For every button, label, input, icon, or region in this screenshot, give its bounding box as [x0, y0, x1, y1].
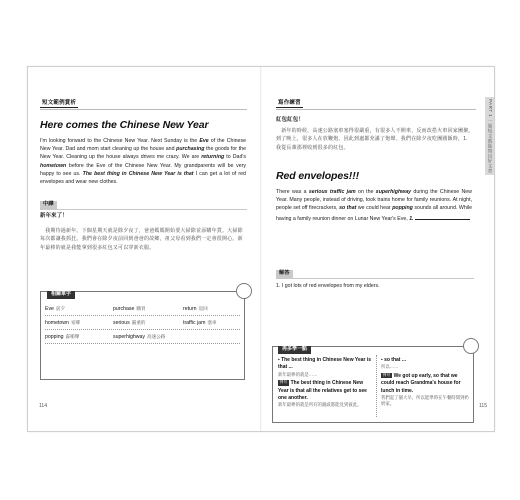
answer-rule: [276, 278, 474, 279]
learn-more-left: [278, 357, 373, 409]
vocab-item: traffic jam 塞車: [183, 320, 217, 326]
highlighted-phrase: returning: [201, 154, 225, 161]
section-rule: [40, 109, 247, 110]
section-label-practice: 寫作練習: [278, 100, 301, 106]
highlighted-phrase: hometown: [40, 162, 67, 169]
vocab-item: return 返回: [183, 306, 208, 312]
translation-rule: [40, 209, 247, 210]
zh-prompt-paragraph: 新年的時候，高速公路塞車塞得很嚴重，有很多人不開車，反而改搭火車回家團聚。到了晚上，很多人在放鞭炮，因此到處都充滿了炮聲。我們在除夕夜吃團圓飯時，1. 我從長輩那裡收到很多的紅包。: [276, 128, 474, 151]
vocab-item: superhighway 高速公路: [113, 334, 166, 340]
phrase-right-zh: 所以……: [381, 364, 399, 370]
side-chapter-tab: PART 1 一篇短文就能寫出好文章: [485, 97, 494, 175]
learn-more-right: [381, 357, 469, 408]
decorative-circle-icon: [236, 283, 252, 299]
right-page: [262, 67, 494, 431]
paragraph-text: during the Chinese New Year. Many people, instead of driving, took trains home for family reunions. At night, people set off firecrackers,: [276, 189, 472, 212]
highlighted-phrase: so that: [339, 205, 357, 212]
section-label-example: 短文範例賞析: [42, 100, 77, 106]
vocab-item: hometown 家鄉: [45, 320, 81, 326]
example-left-zh: 新年最棒的就是所有的親戚都能見到彼此。: [278, 402, 362, 408]
translation-heading: 中譯: [40, 201, 57, 209]
answer-text: 1. I got lots of red envelopes from my elders.: [276, 283, 380, 289]
paragraph-text: There was a: [276, 189, 309, 195]
vocab-item: popping 霹啪聲: [45, 334, 80, 340]
vocabulary-box: [40, 291, 245, 380]
highlighted-phrase: 1.: [409, 215, 414, 222]
highlighted-phrase: The best thing in Chinese New Year is that: [82, 170, 194, 177]
answer-blank: [415, 213, 470, 220]
practice-title: Red envelopes!!!: [276, 170, 359, 182]
vocab-divider: [45, 329, 240, 330]
learn-more-label: 再多學一點: [278, 346, 311, 354]
left-page: [28, 67, 260, 431]
vocab-item: serious 嚴重的: [113, 320, 146, 326]
highlighted-phrase: popping: [392, 205, 413, 212]
answer-heading: 解答: [276, 270, 293, 278]
section-rule: [276, 109, 476, 110]
practice-paragraph: [276, 188, 472, 223]
article-paragraph: [40, 137, 246, 186]
page-number-right: 115: [479, 403, 487, 409]
paragraph-text: we could hear: [356, 205, 393, 212]
paragraph-text: before the Eve of the Chinese New Year. My grandparents will be very happy to see us.: [40, 162, 246, 177]
phrase-left-zh: 新年最棒的就是……: [278, 371, 318, 377]
example-right-zh: 我們起了個大早，所以能準時在午餐時間到奶奶家。: [381, 395, 469, 407]
learn-more-box: [272, 346, 474, 423]
vocab-divider: [45, 315, 240, 316]
vocab-item: Eve 前夕: [45, 306, 66, 312]
zh-title: 新年來了！: [40, 213, 68, 219]
highlighted-phrase: serious traffic jam: [308, 189, 356, 195]
paragraph-text: the goods for the New Year. Cleaning up the house always drives me crazy. We are: [40, 146, 246, 161]
phrase-left: • The best thing in Chinese New Year is that ...: [278, 357, 372, 371]
vocab-item: purchase 購買: [113, 306, 146, 312]
example-left: 例句 The best thing in Chinese New Year is that all the relatives get to see one another.: [278, 380, 367, 402]
paragraph-text: sounds all around. While having a family reunion dinner on Lunar New Year's Eve,: [276, 205, 473, 222]
learn-more-divider: [376, 355, 377, 417]
paragraph-text: I can get a lot of red envelopes and wear new clothes.: [40, 170, 246, 186]
paragraph-text: I'm looking forward to the Chinese New Year. Next Sunday is the: [40, 138, 200, 144]
page-number-left: 114: [39, 403, 47, 409]
book-spread: [27, 66, 495, 432]
zh-subheading: 紅包紅包！: [276, 117, 304, 123]
zh-paragraph: 我期待過新年。下個星期天就是除夕夜了，爸爸媽媽開始要大掃除並添購年貨。大掃除每次都讓我抓狂。我們會在除夕夜前回到爸爸的故鄉，祖父母看到我們一定會很開心。新年最棒的就是我能拿到很多紅包又可以穿新衣服。: [40, 228, 243, 251]
highlighted-phrase: purchasing: [176, 146, 205, 153]
example-right: 例句 We got up early, so that we could reach Grandma's house for lunch in time.: [381, 372, 461, 394]
highlighted-phrase: Eve: [199, 138, 209, 144]
vocabulary-label: 相關單字: [47, 291, 75, 299]
phrase-right: • so that ...: [381, 357, 407, 363]
highlighted-phrase: superhighway: [375, 189, 412, 195]
paragraph-text: on the: [355, 189, 376, 195]
paragraph-text: of the Chinese New Year. Dad and mom start cleaning up the house and: [40, 138, 246, 153]
decorative-circle-icon: [463, 338, 479, 354]
paragraph-text: to Dad's: [224, 154, 246, 161]
article-title: Here comes the Chinese New Year: [40, 119, 209, 131]
vocab-divider: [45, 343, 240, 344]
